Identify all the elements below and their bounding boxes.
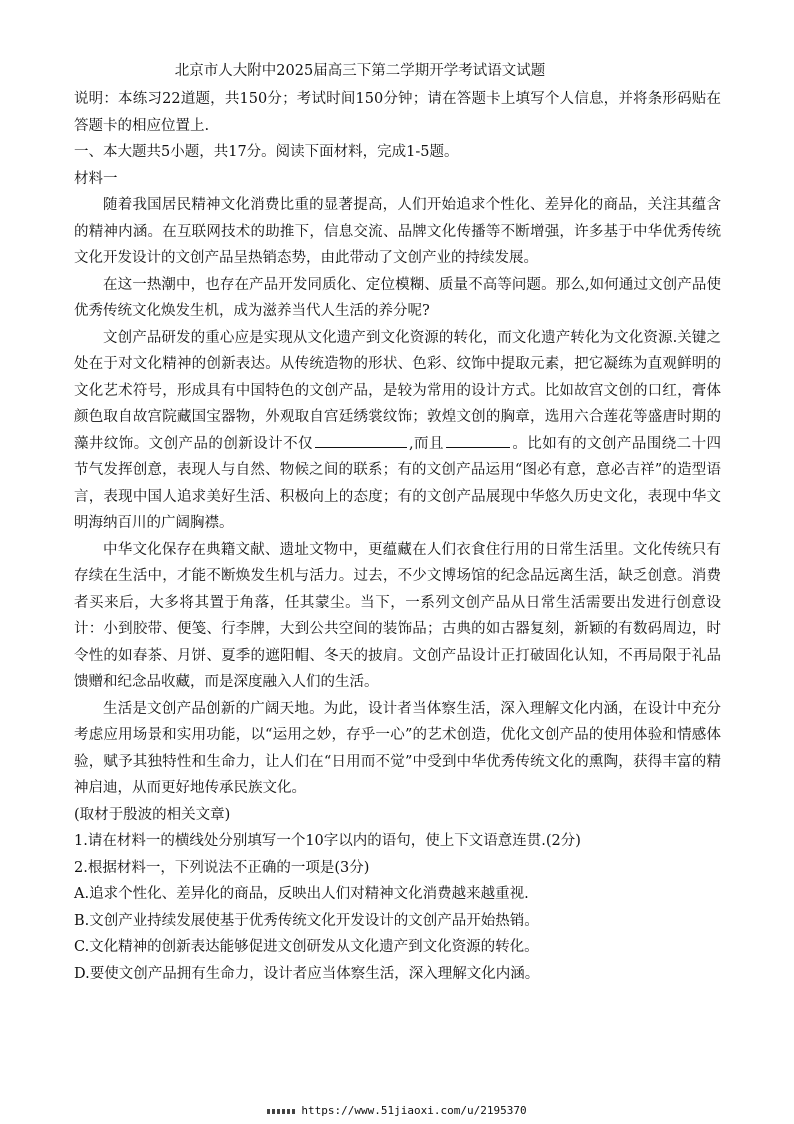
fill-blank-2[interactable]	[446, 446, 510, 448]
footer	[0, 1104, 794, 1118]
paragraph-1: 随着我国居民精神文化消费比重的显著提高，人们开始追求个性化、差异化的商品，关注其蕴含的精神内涵。在互联网技术的助推下，信息交流、品牌文化传播等不断增强，许多基于中华优秀传统文化开发设计的文创产品呈热销态势，由此带动了文创产业的持续发展。	[74, 197, 721, 266]
option-a[interactable]: A.追求个性化、差异化的商品，反映出人们对精神文化消费越来越重视.	[74, 886, 529, 902]
exam-title: 北京市人大附中2025届高三下第二学期开学考试语文试题	[174, 63, 546, 79]
source-note: (取材于殷波的相关文章)	[74, 806, 231, 823]
option-c[interactable]: C.文化精神的创新表达能够促进文创研发从文化遗产到文化资源的转化。	[74, 939, 539, 955]
paragraph-4: 中华文化保存在典籍文献、遗址文物中，更蕴藏在人们衣食住行用的日常生活里。文化传统只有存续在生活中，才能不断焕发生机与活力。过去，不少文博场馆的纪念品远离生活，缺乏创意。消费者买来后，大多将其置于角落，任其蒙尘。当下，一系列文创产品从日常生活需要出发进行创意设计：小到胶带、便笺、行李牌，大到公共空间的装饰品；古典的如古器复刻，新颖的有数码周边，时令性的如春茶、月饼、夏季的遮阳帽、冬天的披肩。文创产品设计正打破固化认知，不再局限于礼品馈赠和纪念品收藏，而是深度融入人们的生活。	[74, 541, 721, 690]
fill-blank-1[interactable]	[315, 446, 407, 448]
paragraph-3	[74, 325, 721, 537]
option-d[interactable]: D.要使文创产品拥有生命力，设计者应当体察生活，深入理解文化内涵。	[74, 965, 540, 982]
question-2: 2.根据材料一，下列说法不正确的一项是(3分)	[74, 859, 370, 876]
section-heading: 一、本大题共5小题，共17分。阅读下面材料，完成1-5题。	[74, 144, 459, 160]
watermark-glyph-icon	[267, 1109, 295, 1114]
paragraph-3-part-a: 文创产品研发的重心应是实现从文化遗产到文化资源的转化，而文化遗产转化为文化资源.关键之处在于对文化精神的创新表达。从传统造物的形状、色彩、纹饰中提取元素，把它凝练为直观鲜明的文化艺术符号，形成具有中国特色的文创产品，是较为常用的设计方式。比如故宫文创的口红，膏体颜色取自故宫院藏国宝器物，外观取自宫廷绣裳纹饰；敦煌文创的胸章，选用六合莲花等盛唐时期的藻井纹饰。文创产品的创新设计不仅	[74, 329, 721, 452]
question-1: 1.请在材料一的横线处分别填写一个10字以内的语句，使上下文语意连贯.(2分)	[74, 833, 581, 849]
paragraph-2: 在这一热潮中，也存在产品开发同质化、定位模糊、质量不高等问题。那么,如何通过文创产品使优秀传统文化焕发生机，成为滋养当代人生活的养分呢?	[74, 276, 721, 319]
paragraph-3-part-b: ,而且	[408, 435, 444, 452]
instructions: 说明：本练习22道题，共150分；考试时间150分钟；请在答题卡上填写个人信息，并将条形码贴在答题卡的相应位置上.	[74, 91, 721, 134]
exam-body	[74, 86, 721, 987]
paragraph-5: 生活是文创产品创新的广阔天地。为此，设计者当体察生活，深入理解文化内涵，在设计中充分考虑应用场景和实用功能，以“运用之妙，存乎一心”的艺术创造，优化文创产品的使用体验和情感体验，赋予其独特性和生命力，让人们在“日用而不觉”中受到中华优秀传统文化的熏陶，获得丰富的精神启迪，从而更好地传承民族文化。	[74, 700, 721, 796]
paragraph-3-part-c: 。比如有的文创产品围绕二十四节气发挥创意，表现人与自然、物候之间的联系；有的文创产品运用“图必有意，意必吉祥”的造型语言，表现中国人追求美好生活、积极向上的态度；有的文创产品展现中华悠久历史文化，表现中华文明海纳百川的广阔胸襟。	[74, 435, 722, 531]
material-label: 材料一	[74, 170, 118, 187]
option-b[interactable]: B.文创产业持续发展使基于优秀传统文化开发设计的文创产品开始热销。	[74, 912, 539, 929]
footer-url[interactable]: https://www.51jiaoxi.com/u/2195370	[301, 1104, 527, 1117]
